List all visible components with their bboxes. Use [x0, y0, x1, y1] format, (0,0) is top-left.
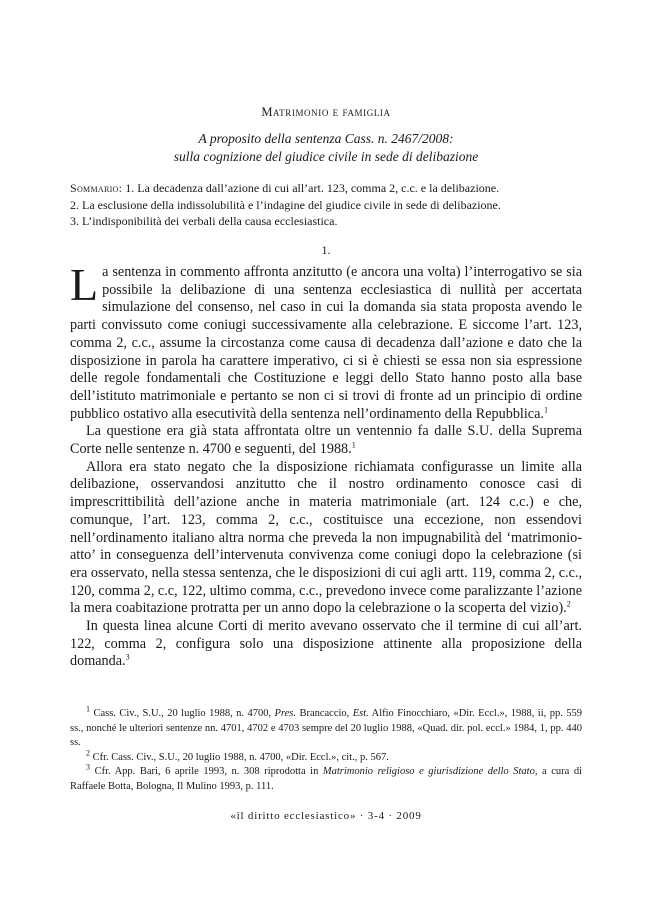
paragraph-1 [70, 259, 582, 423]
paragraph-2 [70, 423, 582, 458]
footnote-number: 2 [86, 748, 90, 758]
paragraph-3 [70, 459, 582, 618]
footnote-1-pres: Pres. [274, 708, 297, 719]
article-body [70, 259, 582, 671]
running-footer: «il diritto ecclesiastico» · 3-4 · 2009 [230, 810, 422, 822]
footnote-3 [70, 762, 582, 794]
footnote-number: 3 [86, 762, 90, 772]
footnote-ref[interactable]: 3 [125, 652, 130, 662]
footnote-1-part-a: Cass. Civ., S.U., 20 luglio 1988, n. 4700, [93, 708, 275, 719]
footnotes [70, 704, 583, 795]
footnote-number: 1 [86, 704, 90, 714]
footnote-1-est: Est. [352, 708, 369, 719]
subtitle-line-1: A proposito della sentenza Cass. n. 2467/2008: [198, 131, 454, 146]
summary-item-2: 2. La esclusione della indissolubilità e l’indagine del giudice civile in sede di delibazione. [70, 197, 501, 212]
drop-cap: L [70, 259, 99, 310]
article-subtitle [70, 130, 582, 166]
summary-item-3: 3. L’indisponibilità dei verbali della causa ecclesiastica. [70, 214, 338, 228]
summary [70, 180, 582, 230]
footnote-2 [70, 748, 582, 766]
footnote-1-part-b: Brancaccio, [296, 708, 353, 719]
footnote-1 [70, 704, 583, 751]
footnote-1-part-c: Alfio Finocchiaro, «Dir. Eccl.», 1988, ii, pp. 559 ss., nonché le ulteriori sentenze nn. 4701, 4702 e 4703 sempre del 20 luglio 1988, «Quad. dir. pol. eccl.» 1984, 1, pp. 440 ss. [70, 708, 583, 749]
footnote-3-title: Matrimonio religioso e giurisdizione dello Stato [322, 766, 535, 778]
footnote-3-part-a: Cfr. App. Bari, 6 aprile 1993, n. 308 riprodotta in [94, 766, 323, 778]
footnote-ref[interactable]: 2 [566, 599, 571, 609]
paragraph-2-text: La questione era già stata affrontata oltre un ventennio fa dalle S.U. della Suprema Corte nelle sentenze n. 4700 e seguenti, del 1988. [70, 423, 582, 458]
footnote-ref[interactable]: 1 [543, 404, 548, 414]
summary-label: Sommario: [70, 181, 123, 195]
subtitle-line-2: sulla cognizione del giudice civile in sede di delibazione [173, 149, 479, 164]
summary-item-1: 1. La decadenza dall’azione di cui all’art. 123, comma 2, c.c. e la delibazione. [125, 181, 500, 195]
section-number: 1. [321, 243, 331, 257]
paragraph-1-text: a sentenza in commento affronta anzitutto (e ancora una volta) l’interrogativo se sia possibile la delibazione di una sentenza ecclesiastica di nullità per accertata simulazione del consenso, nel caso in cui la domanda sia stata proposta avendo le parti convissuto come coniugi successivamente alla celebrazione. E siccome l’art. 123, comma 2, c.c., assume la circostanza come causa di decadenza dall’azione e dato che la disposizione in parola ha carattere imperativo, ci si è chiesti se essa non sia espressione delle regole fondamentali che Costituzione e leggi dello Stato hanno posto alla base dell’istituto matrimoniale e pertanto se non ci si trovi di fronte ad un principio di ordine pubblico ostativo alla esecutività della sentenza nell’ordinamento della Repubblica. [70, 264, 582, 422]
paragraph-4 [70, 618, 582, 671]
paragraph-4-text: In questa linea alcune Corti di merito avevano osservato che il termine di cui all’art. 122, comma 2, configura solo una disposizione attinente alla proposizione della domanda. [70, 618, 582, 670]
paragraph-3-text: Allora era stato negato che la disposizione richiamata configurasse un limite alla delibazione, osservandosi anzitutto che il nostro ordinamento conosce casi di imprescrittibilità dell’azione anche in materia matrimoniale (art. 124 c.c.) e che, comunque, l’art. 123, comma 2, c.c., costituisce una eccezione, non essendovi nell’ordinamento italiano altra norma che preveda la non impugnabilità del ‘matrimonio-atto’ in conseguenza dell’intervenuta convivenza come coniugi dopo la celebrazione (si era osservato, nella stessa sentenza, che le disposizioni di cui agli artt. 119, comma 2, c.c., 120, comma 2, c.c, 122, ultimo comma, c.c., prevedono invece come paralizzante l’azione la mera coabitazione protratta per un anno dopo la celebrazione o la scoperta del vizio). [70, 458, 582, 617]
footnote-2-text: Cfr. Cass. Civ., S.U., 20 luglio 1988, n. 4700, «Dir. Eccl.», cit., p. 567. [92, 751, 389, 763]
footnote-ref[interactable]: 1 [351, 440, 356, 450]
section-title: Matrimonio e famiglia [261, 105, 391, 119]
footnote-3-part-b: , a cura di Raffaele Botta, Bologna, Il Mulino 1993, p. 111. [70, 766, 582, 792]
